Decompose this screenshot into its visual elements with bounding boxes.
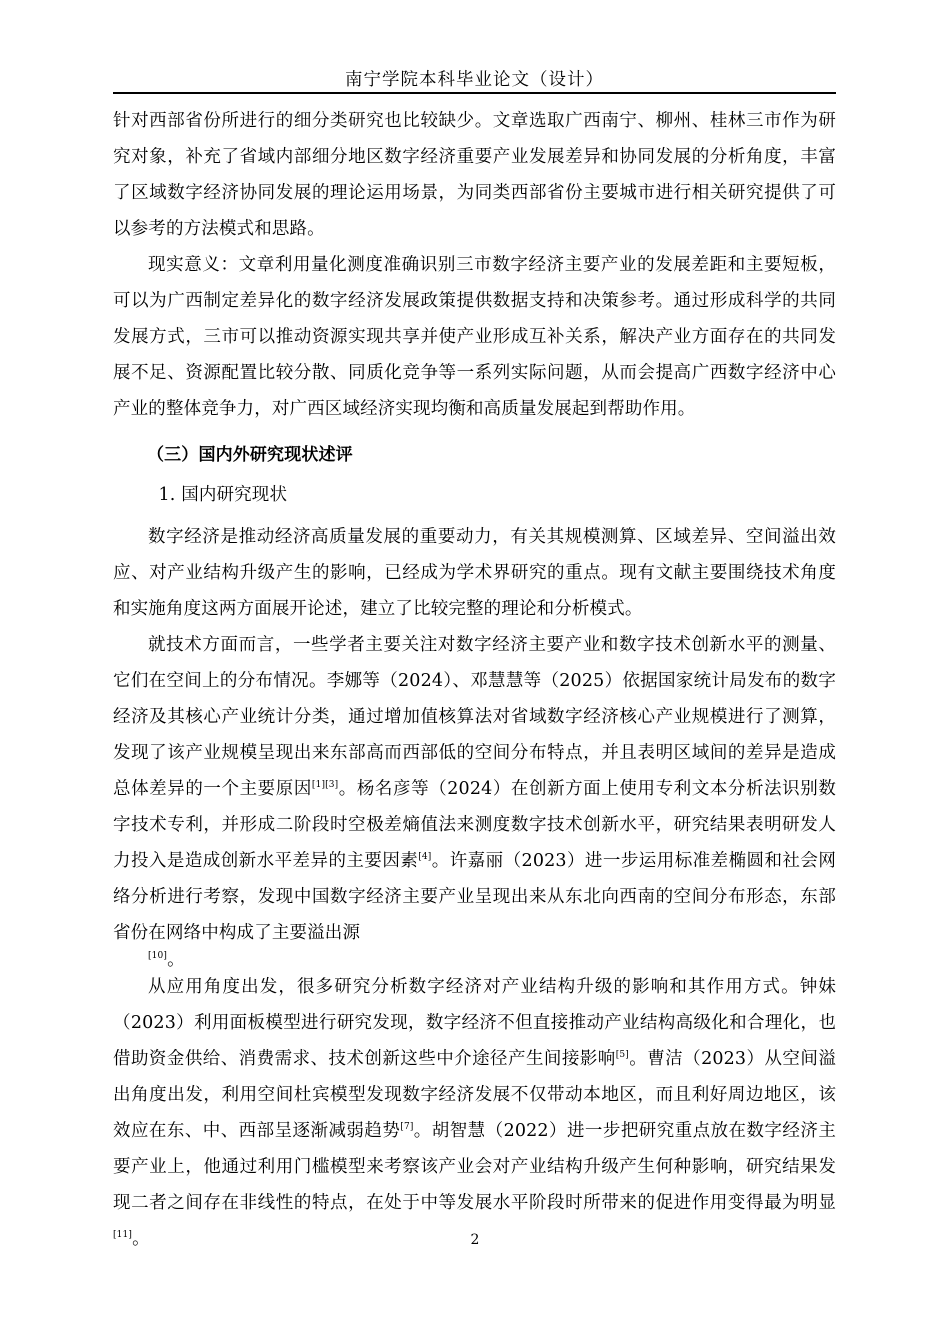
page-number: 2 [470, 1232, 480, 1248]
paragraph-application [113, 969, 836, 1257]
citation: [10] [148, 951, 168, 961]
paragraph-technical [113, 627, 836, 969]
paragraph-overview: 数字经济是推动经济高质量发展的重要动力，有关其规模测算、区域差异、空间溢出效应、对产业结构升级产生的影响，已经成为学术界研究的重点。现有文献主要围绕技术角度和实施角度这两方面展开论述，建立了比较完整的理论和分析模式。 [113, 527, 836, 619]
text-run: 从应用角度出发，很多研究分析数字经济对产业结构升级的影响和其作用方式。钟妹（2023）利用面板模型进行研究发现，数字经济不但直接推动产业结构高级化和合理化，也借助资金供给、消费需求、技术创新这些中介途径产生间接影响 [113, 977, 836, 1069]
paragraph-practical-significance: 现实意义：文章利用量化测度准确识别三市数字经济主要产业的发展差距和主要短板，可以为广西制定差异化的数字经济发展政策提供数据支持和决策参考。通过形成科学的共同发展方式，三市可以推动资源实现共享并使产业形成互补关系，解决产业方面存在的共同发展不足、资源配置比较分散、同质化竞争等一系列实际问题，从而会提高广西数字经济中心产业的整体竞争力，对广西区域经济实现均衡和高质量发展起到帮助作用。 [113, 255, 836, 419]
text-run: 就技术方面而言，一些学者主要关注对数字经济主要产业和数字技术创新水平的测量、它们在空间上的分布情况。李娜等（2024）、邓慧慧等（2025）依据国家统计局发布的数字经济及其核心产业统计分类，通过增加值核算法对省域数字经济核心产业规模进行了测算，发现了该产业规模呈现出来东部高而西部低的空间分布特点，并且表明区域间的差异是造成总体差异的一个主要原因 [113, 635, 836, 799]
text-run: 。杨名彦等（2024）在创新方面上使用专利文本分析法识别数字技术专利，并形成二阶段时空极差熵值法来测度数字技术创新水平，研究结果表明研发人力投入是造成创新水平差异的主要因素 [113, 779, 836, 871]
citation: [1][3] [311, 780, 339, 790]
citation: [7] [400, 1122, 414, 1132]
section-heading: （三）国内外研究现状述评 [147, 445, 353, 465]
paragraph-continuation: 针对西部省份所进行的细分类研究也比较缺少。文章选取广西南宁、柳州、桂林三市作为研究对象，补充了省域内部细分地区数字经济重要产业发展差异和协同发展的分析角度，丰富了区域数字经济协同发展的理论运用场景，为同类西部省份主要城市进行相关研究提供了可以参考的方法模式和思路。 [113, 111, 836, 239]
citation: [5] [615, 1050, 629, 1060]
citation: [4] [418, 852, 432, 862]
citation-line [113, 951, 836, 969]
text-run: 。胡智慧（2022）进一步把研究重点放在数字经济主要产业上，他通过利用门槛模型来考察该产业会对产业结构升级产生何种影响，研究结果发现二者之间存在非线性的特点，在处于中等发展水平阶段时所带来的促进作用变得最为明显 [113, 1121, 836, 1213]
text-run: 。 [167, 950, 185, 970]
running-header: 南宁学院本科毕业论文（设计） [345, 70, 604, 90]
text-run: 。许嘉丽（2023）进一步运用标准差椭圆和社会网络分析进行考察，发现中国数字经济主要产业呈现出来从东北向西南的空间分布形态，东部省份在网络中构成了主要溢出源 [113, 851, 836, 943]
subsection-heading: 1. 国内研究现状 [158, 485, 288, 505]
text-run: 。 [132, 1229, 150, 1249]
body-text [113, 103, 836, 1257]
text-run: 。曹洁（2023）从空间溢出角度出发，利用空间杜宾模型发现数字经济发展不仅带动本地区，而且利好周边地区，该效应在东、中、西部呈逐渐减弱趋势 [113, 1049, 836, 1141]
header-rule [113, 92, 836, 94]
citation: [11] [113, 1230, 133, 1240]
